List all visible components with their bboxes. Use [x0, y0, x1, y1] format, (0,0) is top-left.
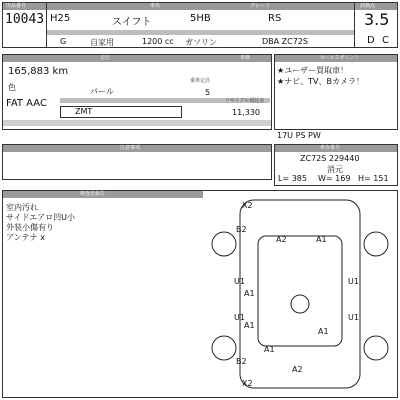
shift-value: G — [60, 37, 67, 46]
trans-value: ZMT — [75, 107, 93, 116]
cc-value: 1200 cc — [142, 37, 174, 46]
damage-mark: U1 — [234, 277, 245, 286]
status-value: 消元 — [327, 165, 343, 174]
chassis-label: 車台番号 — [320, 145, 341, 151]
damage-mark: A1 — [244, 321, 255, 330]
header-label-bar-2 — [47, 30, 354, 35]
inspection-line: サイドエアロ凹U小 — [6, 213, 75, 222]
model-value: DBA ZC72S — [262, 37, 308, 46]
car-diagram — [200, 192, 396, 396]
color-value: パール — [90, 87, 114, 96]
spare-tire — [291, 295, 309, 313]
exterior-grade: C — [382, 35, 389, 46]
seats-value: 5 — [205, 88, 211, 97]
damage-mark: A2 — [292, 365, 303, 374]
subgrade-value: RS — [268, 13, 282, 24]
tire-rear-right — [364, 336, 388, 360]
damage-mark: X2 — [242, 379, 253, 388]
inspection-label: 検査員報告 — [80, 191, 106, 197]
damage-mark: U1 — [234, 313, 245, 322]
equip-value: FAT AAC — [6, 98, 47, 109]
equipment-line: 17U PS PW — [277, 131, 321, 140]
dim-width: W= 169 — [318, 174, 351, 183]
damage-mark: A1 — [264, 345, 275, 354]
lot-label: 出品番号 — [6, 3, 27, 9]
interior-grade: D — [367, 35, 375, 46]
dim-length: L= 385 — [278, 174, 307, 183]
inspection-line: アンテナ x — [6, 233, 45, 242]
recycle-value: 11,330 — [232, 108, 260, 117]
damage-mark: A1 — [244, 289, 255, 298]
car-name: スイフト — [112, 17, 152, 28]
grade-value: 5HB — [190, 13, 211, 24]
details-label-bar — [3, 55, 271, 62]
tire-front-left — [212, 232, 236, 256]
mileage-value: 165,883 km — [8, 66, 69, 77]
seats-label: 乗車定員 — [190, 78, 211, 84]
use-value: 自家用 — [90, 38, 114, 47]
notes-line: ★ユーザー買取車！ — [277, 66, 349, 75]
notes-line: ★ナビ、TV、Bカメラ！ — [277, 77, 364, 86]
mileage-label: 走行 — [100, 55, 111, 61]
lot-number: 10043 — [5, 12, 45, 27]
caution-label: 注意事項 — [120, 145, 141, 151]
divider — [354, 3, 355, 47]
score-label: 評価点 — [360, 3, 376, 9]
divider — [46, 3, 47, 47]
damage-mark: A1 — [316, 235, 327, 244]
header-label-bar — [3, 3, 397, 10]
damage-mark: A2 — [276, 235, 287, 244]
damage-mark: U1 — [348, 277, 359, 286]
damage-mark: B2 — [236, 225, 247, 234]
car-label: 車名 — [150, 3, 161, 9]
recycle-label: リサイクル預託金 — [225, 98, 265, 104]
details-label-bar-3 — [3, 120, 271, 126]
tire-front-right — [364, 232, 388, 256]
inspection-line: 室内汚れ — [6, 203, 38, 212]
notes-label: セールスポイント — [320, 55, 360, 61]
damage-mark: A1 — [318, 327, 329, 336]
dim-height: H= 151 — [358, 174, 389, 183]
grade-label: グレード — [250, 3, 271, 9]
damage-mark: X2 — [242, 201, 253, 210]
damage-mark: B2 — [236, 357, 247, 366]
tire-rear-left — [212, 336, 236, 360]
damage-mark: U1 — [348, 313, 359, 322]
year-value: H25 — [50, 13, 71, 24]
score-value: 3.5 — [364, 10, 390, 29]
chassis-value: ZC72S 229440 — [300, 154, 360, 163]
period-label: 車検 — [240, 55, 251, 61]
fuel-value: ガソリン — [185, 38, 217, 47]
inspection-line: 外装小傷有り — [6, 223, 54, 232]
color-label: 色 — [8, 83, 16, 92]
car-cabin-outline — [258, 236, 342, 346]
